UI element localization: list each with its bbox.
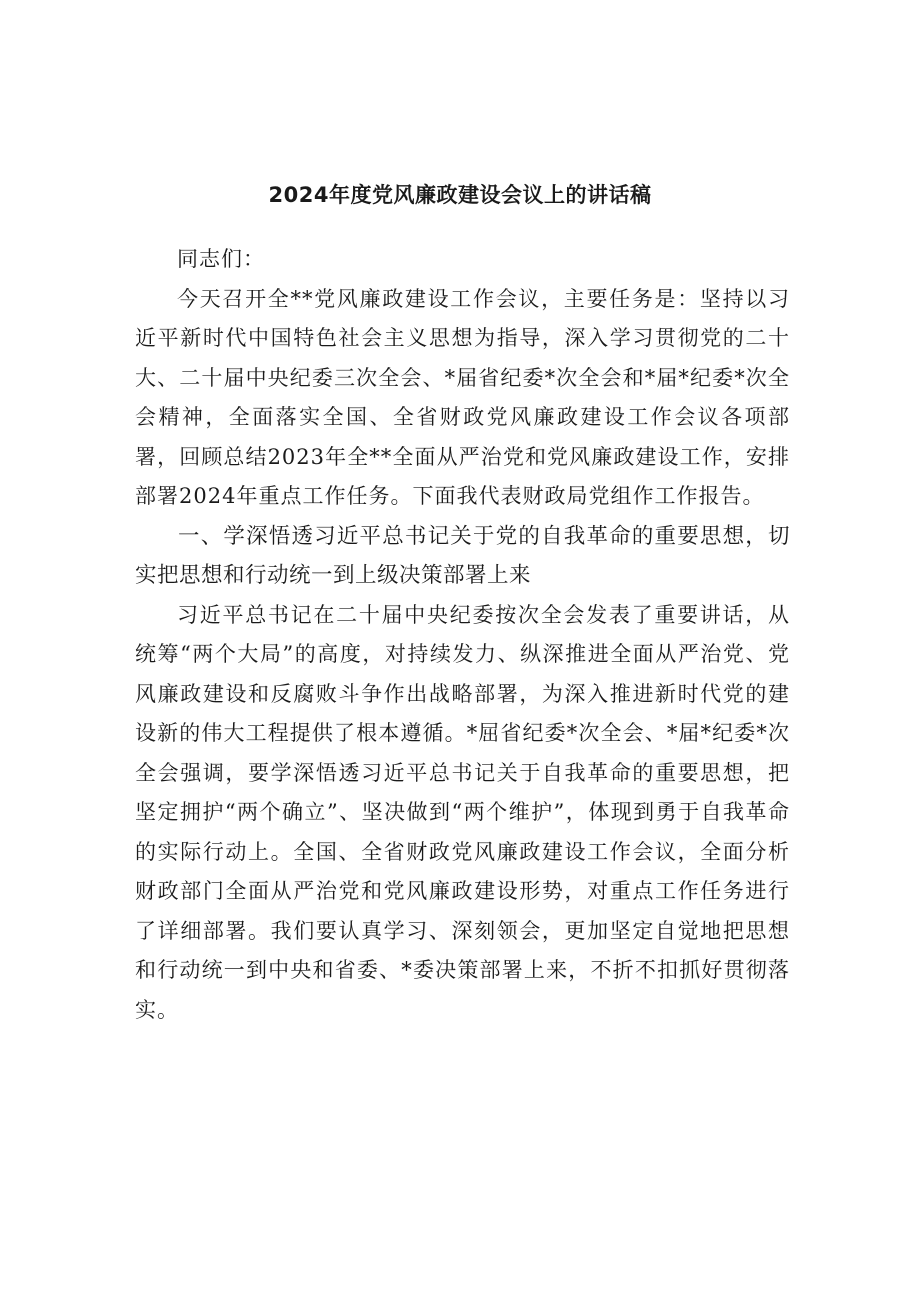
salutation: 同志们： [177,247,265,271]
document-body [135,240,790,1030]
document-title: 2024年度党风廉政建设会议上的讲话稿 [268,183,652,207]
section-1-paragraph: 习近平总书记在二十届中央纪委按次全会发表了重要讲话，从统筹“两个大局”的高度，对持续发力、纵深推进全面从严治党、党风廉政建设和反腐败斗争作出战略部署，为深入推进新时代党的建设新的伟大工程提供了根本遵循。*屈省纪委*次全会、*届*纪委*次全会强调，要学深悟透习近平总书记关于自我革命的重要思想，把坚定拥护“两个确立”、坚决做到“两个维护”，体现到勇于自我革命的实际行动上。全国、全省财政党风廉政建设工作会议，全面分析财政部门全面从严治党和党风廉政建设形势，对重点工作任务进行了详细部署。我们要认真学习、深刻领会，更加坚定自觉地把思想和行动统一到中央和省委、*委决策部署上来，不折不扣抓好贯彻落实。 [135,602,790,1022]
section-heading-1: 一、学深悟透习近平总书记关于党的自我革命的重要思想，切实把思想和行动统一到上级决策部署上来 [135,523,790,588]
intro-paragraph: 今天召开全**党风廉政建设工作会议，主要任务是：坚持以习近平新时代中国特色社会主义思想为指导，深入学习贯彻党的二十大、二十届中央纪委三次全会、*届省纪委*次全会和*届*纪委*次全会精神，全面落实全国、全省财政党风廉政建设工作会议各项部署，回顾总结2023年全**全面从严治党和党风廉政建设工作，安排部署2024年重点工作任务。下面我代表财政局党组作工作报告。 [135,286,790,508]
